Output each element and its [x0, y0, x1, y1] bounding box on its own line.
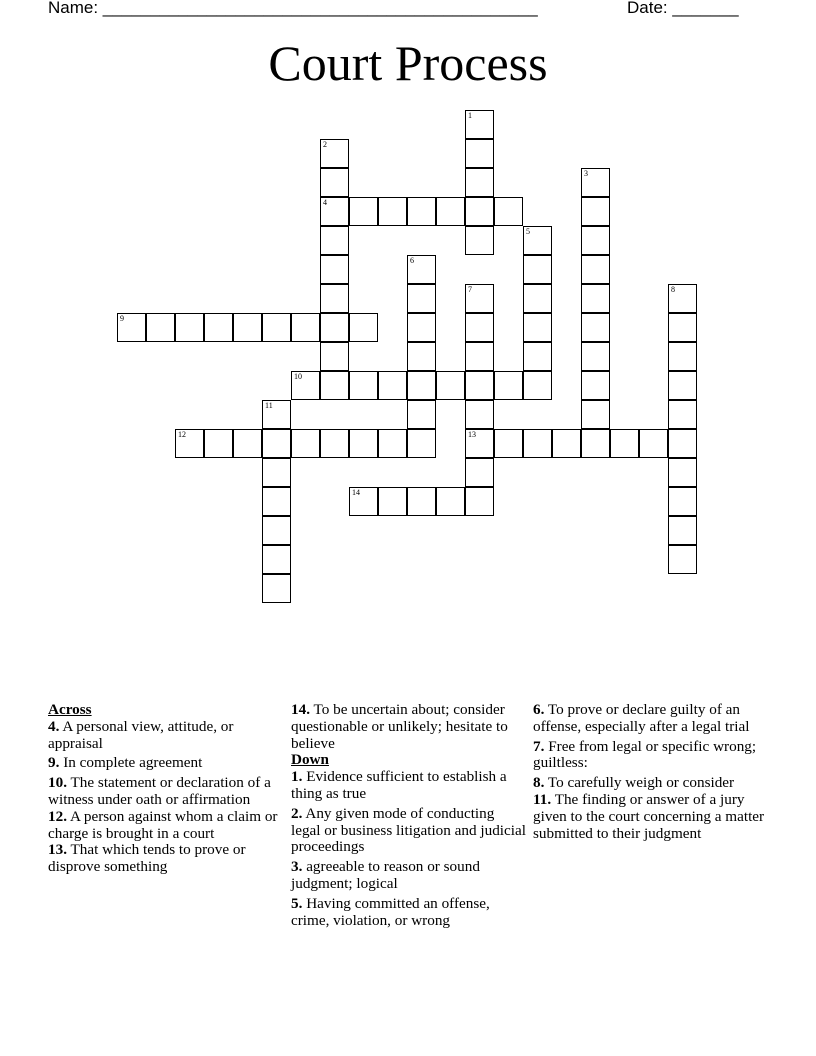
grid-cell[interactable] [407, 487, 436, 516]
grid-cell[interactable] [668, 516, 697, 545]
grid-cell[interactable] [523, 429, 552, 458]
grid-cell[interactable] [407, 313, 436, 342]
clue-across-13 [48, 842, 284, 876]
name-field[interactable]: Name: ______________________________________________ [48, 0, 538, 17]
clue-down-3 [291, 859, 527, 893]
grid-cell[interactable] [465, 139, 494, 168]
grid-cell[interactable] [262, 516, 291, 545]
clue-down-8 [533, 775, 769, 792]
clue-text: Free from legal or specific wrong; guiltless: [533, 737, 757, 772]
grid-cell[interactable] [378, 429, 407, 458]
grid-cell[interactable] [349, 487, 378, 516]
clue-text: Evidence sufficient to establish a thing as true [291, 768, 507, 802]
clue-number-label: 14 [352, 488, 360, 497]
clue-number-label: 9 [120, 314, 124, 323]
grid-cell[interactable] [204, 429, 233, 458]
grid-cell[interactable] [465, 197, 494, 226]
grid-cell[interactable] [523, 342, 552, 371]
grid-cell[interactable] [668, 371, 697, 400]
grid-cell[interactable] [117, 313, 146, 342]
down-heading: Down [291, 751, 329, 769]
grid-cell[interactable] [349, 371, 378, 400]
grid-cell[interactable] [668, 400, 697, 429]
clue-across-9 [48, 755, 284, 772]
grid-cell[interactable] [523, 255, 552, 284]
clue-text: agreeable to reason or sound judgment; logical [291, 858, 480, 892]
grid-cell[interactable] [581, 313, 610, 342]
clue-number: 1. [291, 768, 303, 786]
clue-down-6 [533, 702, 769, 736]
grid-cell[interactable] [262, 545, 291, 574]
grid-cell[interactable] [233, 429, 262, 458]
grid-cell[interactable] [262, 458, 291, 487]
grid-cell[interactable] [668, 429, 697, 458]
clue-down-5 [291, 896, 527, 930]
clue-text: In complete agreement [63, 754, 203, 772]
page-title: Court Process [268, 35, 548, 91]
grid-cell[interactable] [291, 371, 320, 400]
grid-cell[interactable] [175, 313, 204, 342]
grid-cell[interactable] [320, 342, 349, 371]
grid-cell[interactable] [407, 284, 436, 313]
grid-cell[interactable] [581, 168, 610, 197]
clue-down-11 [533, 792, 769, 842]
clue-number-label: 10 [294, 372, 302, 381]
grid-cell[interactable] [320, 255, 349, 284]
clue-down-2 [291, 806, 527, 856]
grid-cell[interactable] [320, 284, 349, 313]
grid-cell[interactable] [320, 313, 349, 342]
grid-cell[interactable] [320, 226, 349, 255]
clue-number-label: 7 [468, 285, 472, 294]
clue-number-label: 12 [178, 430, 186, 439]
grid-cell[interactable] [407, 429, 436, 458]
grid-cell[interactable] [581, 342, 610, 371]
clue-text: That which tends to prove or disprove something [48, 841, 246, 876]
clue-text: Any given mode of conducting legal or business litigation and judicial proceedings [291, 804, 526, 856]
grid-cell[interactable] [523, 371, 552, 400]
grid-cell[interactable] [407, 255, 436, 284]
grid-cell[interactable] [349, 313, 378, 342]
grid-cell[interactable] [668, 313, 697, 342]
clue-text: A person against whom a claim or charge is brought in a court [48, 807, 278, 842]
grid-cell[interactable] [465, 284, 494, 313]
grid-cell[interactable] [436, 487, 465, 516]
grid-cell[interactable] [581, 284, 610, 313]
grid-cell[interactable] [581, 429, 610, 458]
grid-cell[interactable] [436, 197, 465, 226]
clue-across-14 [291, 702, 527, 752]
clue-down-7 [533, 739, 769, 773]
grid-cell[interactable] [233, 313, 262, 342]
clue-down-1 [291, 769, 527, 803]
clue-text: To carefully weigh or consider [547, 774, 735, 792]
grid-cell[interactable] [552, 429, 581, 458]
grid-cell[interactable] [465, 226, 494, 255]
grid-cell[interactable] [523, 226, 552, 255]
grid-cell[interactable] [668, 458, 697, 487]
grid-cell[interactable] [465, 168, 494, 197]
grid-cell[interactable] [262, 574, 291, 603]
grid-cell[interactable] [262, 400, 291, 429]
grid-cell[interactable] [146, 313, 175, 342]
grid-cell[interactable] [320, 429, 349, 458]
grid-cell[interactable] [175, 429, 204, 458]
grid-cell[interactable] [378, 371, 407, 400]
grid-cell[interactable] [581, 226, 610, 255]
clue-number-label: 3 [584, 169, 588, 178]
grid-cell[interactable] [465, 342, 494, 371]
grid-cell[interactable] [494, 429, 523, 458]
grid-cell[interactable] [465, 371, 494, 400]
clue-number-label: 11 [265, 401, 273, 410]
clue-number-label: 5 [526, 227, 530, 236]
grid-cell[interactable] [523, 313, 552, 342]
grid-cell[interactable] [465, 458, 494, 487]
clue-across-4 [48, 719, 284, 753]
clue-column-3 [533, 702, 769, 845]
grid-cell[interactable] [407, 400, 436, 429]
grid-cell[interactable] [639, 429, 668, 458]
clue-number: 10. [48, 774, 67, 792]
clue-text: The finding or answer of a jury given to the court concerning a matter submitted to their judgment [533, 790, 765, 842]
date-field[interactable]: Date: _______ [627, 0, 739, 17]
clue-text: A personal view, attitude, or appraisal [48, 717, 234, 752]
clue-number: 9. [48, 754, 60, 772]
grid-cell[interactable] [581, 400, 610, 429]
grid-cell[interactable] [291, 313, 320, 342]
grid-cell[interactable] [407, 197, 436, 226]
clue-number: 12. [48, 807, 67, 825]
grid-cell[interactable] [378, 197, 407, 226]
grid-cell[interactable] [291, 429, 320, 458]
grid-cell[interactable] [465, 110, 494, 139]
grid-cell[interactable] [581, 371, 610, 400]
clue-text: To be uncertain about; consider questionable or unlikely; hesitate to believe [291, 701, 508, 752]
clue-number: 3. [291, 858, 303, 876]
clue-number-label: 6 [410, 256, 414, 265]
grid-cell[interactable] [407, 342, 436, 371]
clue-number: 4. [48, 717, 60, 735]
clue-number: 2. [291, 804, 303, 822]
grid-cell[interactable] [204, 313, 233, 342]
clue-number-label: 1 [468, 111, 472, 120]
grid-cell[interactable] [436, 371, 465, 400]
clue-column-1 [48, 702, 284, 879]
grid-cell[interactable] [523, 284, 552, 313]
clue-number: 5. [291, 894, 303, 912]
grid-cell[interactable] [378, 487, 407, 516]
clue-number-label: 13 [468, 430, 476, 439]
clue-number: 7. [533, 737, 545, 755]
grid-cell[interactable] [320, 371, 349, 400]
grid-cell[interactable] [320, 139, 349, 168]
grid-cell[interactable] [668, 342, 697, 371]
grid-cell[interactable] [494, 371, 523, 400]
clue-number: 6. [533, 701, 545, 718]
clue-number: 11. [533, 790, 552, 808]
grid-cell[interactable] [465, 487, 494, 516]
grid-cell[interactable] [668, 284, 697, 313]
grid-cell[interactable] [668, 545, 697, 574]
grid-cell[interactable] [262, 429, 291, 458]
grid-cell[interactable] [320, 197, 349, 226]
clue-across-10 [48, 775, 284, 809]
clue-across-12 [48, 809, 284, 843]
grid-cell[interactable] [465, 313, 494, 342]
grid-cell[interactable] [262, 487, 291, 516]
grid-cell[interactable] [465, 400, 494, 429]
grid-cell[interactable] [349, 197, 378, 226]
clue-number-label: 8 [671, 285, 675, 294]
grid-cell[interactable] [262, 313, 291, 342]
grid-cell[interactable] [349, 429, 378, 458]
clue-text: Having committed an offense, crime, violation, or wrong [291, 894, 490, 929]
clue-number: 8. [533, 774, 545, 792]
grid-cell[interactable] [465, 429, 494, 458]
grid-cell[interactable] [581, 255, 610, 284]
clue-text: To prove or declare guilty of an offense, especially after a legal trial [533, 701, 750, 735]
grid-cell[interactable] [610, 429, 639, 458]
clue-number: 13. [48, 841, 67, 859]
grid-cell[interactable] [668, 487, 697, 516]
grid-cell[interactable] [581, 197, 610, 226]
clue-number: 14. [291, 701, 310, 718]
clue-number-label: 2 [323, 140, 327, 149]
grid-cell[interactable] [320, 168, 349, 197]
clue-number-label: 4 [323, 198, 327, 207]
clue-column-2 [291, 702, 527, 932]
across-heading: Across [48, 701, 92, 718]
grid-cell[interactable] [494, 197, 523, 226]
grid-cell[interactable] [407, 371, 436, 400]
clue-text: The statement or declaration of a witness under oath or affirmation [48, 774, 271, 808]
